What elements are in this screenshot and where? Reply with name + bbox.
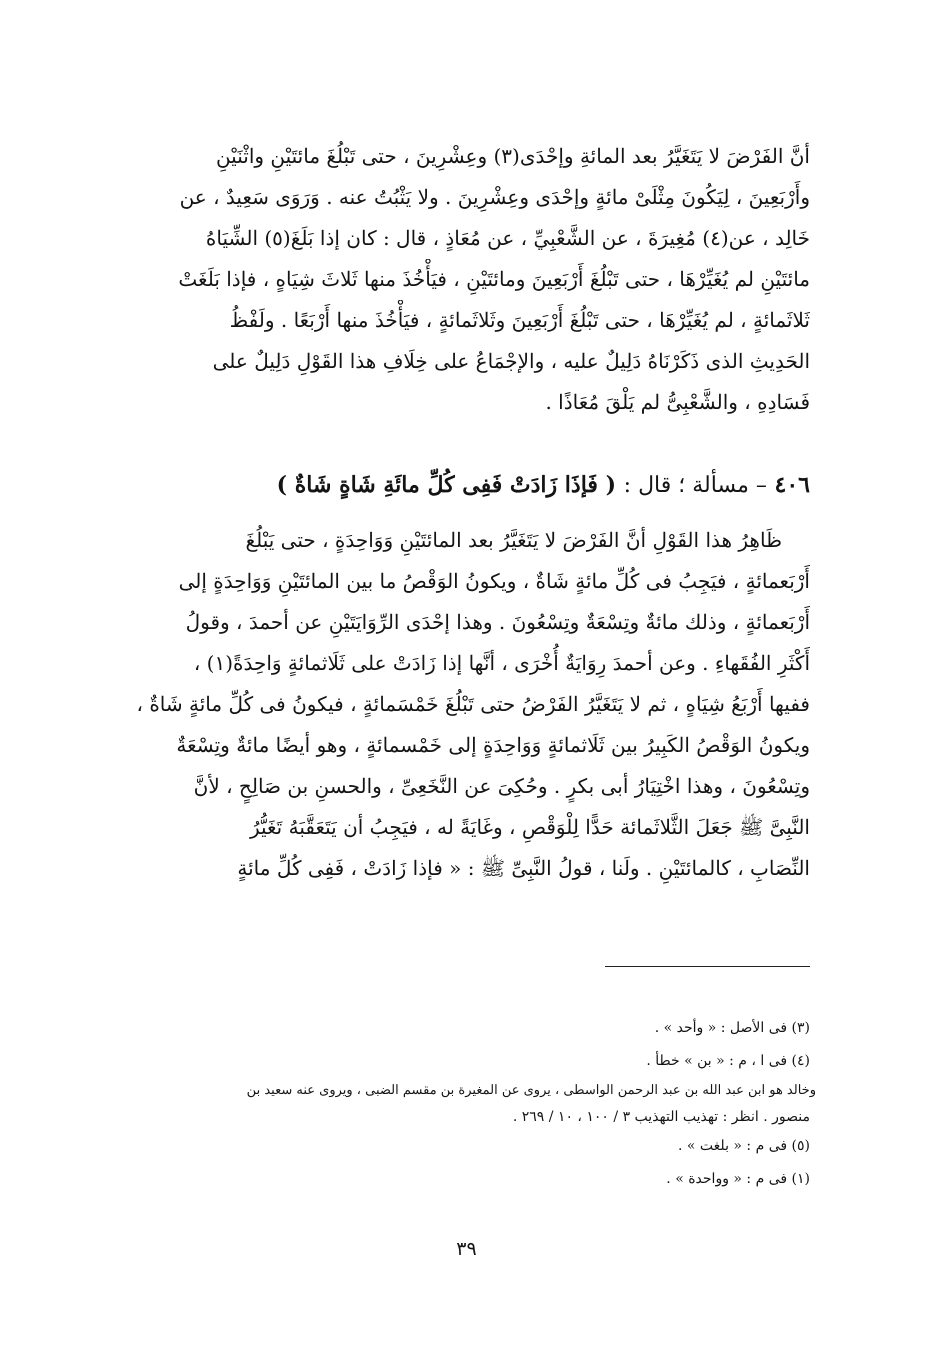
text-line: وأَرْبَعِينَ ، لِيَكُونَ مِثْلَىْ مائةٍ وإحْدَى وعِشْرِينَ . ولا يَثْبُتُ عنه . وَرَوَى سَعِيدٌ ، عن — [179, 185, 810, 209]
text-line: مائتَيْنِ لم يُغَيِّرْهَا ، حتى تَبْلُغَ أَرْبَعِينَ ومائتَيْنِ ، فيَأْخُذَ منها ثَلاثَ شِيَاهٍ ، فإذا بَلَغَتْ — [178, 267, 810, 291]
issue-number: ٤٠٦ — [774, 472, 810, 498]
footnote-detail: وخالد هو ابن عبد الله بن عبد الرحمن الواسطى ، يروى عن المغيرة بن مقسم الضبى ، ويروى عنه سعيد بن — [246, 1083, 816, 1098]
text-line: وتِسْعُونَ ، وهذا اخْتِيَارُ أبى بكرٍ . وحُكِىَ عن النَّخَعِىِّ ، والحسنِ بن صَالِحٍ ، لأنَّ — [193, 774, 810, 798]
text-line: فَسَادِهِ ، والشَّعْبِىُّ لم يَلْقَ مُعَاذًا . — [545, 390, 810, 414]
text-line: أَرْبَعمائةٍ ، فيَجِبُ فى كُلِّ مائةٍ شَاةٌ ، ويكونُ الوَقْصُ ما بين المائتَيْنِ وَوَاحِدَةٍ إلى — [178, 569, 810, 593]
text-line: النَّبِىَّ ﷺ جَعَلَ الثَّلاثَمائة حَدًّا لِلْوَقْصِ ، وغَايَةً له ، فيَجِبُ أن يَتَعَقَّبَهُ تَغَيُّرُ — [249, 815, 810, 839]
footnote: (٣) فى الأصل : « وأحد » . — [654, 1020, 810, 1036]
text-line: أَرْبَعمائةٍ ، وذلك مائةٌ وتِسْعَةٌ وتِسْعُونَ . وهذا إحْدَى الرِّوَايَتَيْنِ عن أحمدَ ، وقولُ — [185, 610, 810, 634]
footnote-divider — [605, 966, 810, 967]
footnote: (٤) فى ا ، م : « بن » خطأ . — [646, 1053, 810, 1069]
text-line: النِّصَابِ ، كالمائتَيْنِ . ولَنا ، قولُ النَّبِىِّ ﷺ : « فإذا زَادَتْ ، فَفِى كُلِّ مائةٍ — [237, 856, 810, 880]
section-heading — [115, 462, 810, 508]
text-line: أَكْثَرِ الفُقَهاءِ . وعن أحمدَ رِوَايَةٌ أُخْرَى ، أنَّها إذا زَادَتْ على ثَلَاثمائةٍ وَاحِدَةً(١) ، — [193, 651, 810, 675]
page-number: ٣٩ — [456, 1238, 477, 1260]
text-line: ويكونُ الوَقْصُ الكَبِيرُ بين ثَلَاثمائةٍ وَوَاحِدَةٍ إلى خَمْسمائةٍ ، وهو أيضًا مائةٌ وتِسْعَةٌ — [176, 733, 810, 757]
paragraph-continuation — [115, 136, 810, 423]
issue-label: – مسألة ؛ قال : — [623, 473, 767, 498]
text-line: ظَاهِرُ هذا القَوْلِ أنَّ الفَرْضَ لا يَتَغَيَّرُ بعد المائتَيْنِ وَوَاحِدَةٍ ، حتى يَبْلُغَ — [245, 528, 782, 552]
issue-quote: ( فَإذَا زَادَتْ فَفِى كُلِّ مائَةِ شَاةٍ شَاةٌ ) — [276, 472, 616, 498]
text-line: الحَدِيثِ الذى ذَكَرْنَاهُ دَلِيلٌ عليه ، والإجْمَاعُ على خِلَافِ هذا القَوْلِ دَلِيلٌ على — [212, 349, 810, 373]
footnote-detail: منصور . انظر : تهذيب التهذيب ٣ / ١٠٠ ، ١٠ / ٢٦٩ . — [512, 1109, 810, 1125]
footnotes — [115, 1012, 816, 1196]
text-line: ثَلاثَمائةٍ ، لم يُغَيِّرْهَا ، حتى تَبْلُغَ أَرْبَعِينَ وثَلاثَمائةٍ ، فيَأْخُذَ منها أَرْبَعًا . ولَفْظُ — [229, 308, 810, 332]
footnote: (٥) فى م : « بلغت » . — [678, 1138, 810, 1154]
footnote: (١) فى م : « وواحدة » . — [666, 1171, 810, 1187]
paragraph-commentary — [115, 520, 810, 889]
text-line: ففيها أَرْبَعُ شِيَاهٍ ، ثم لا يَتَغَيَّرُ الفَرْضُ حتى تَبْلُغَ خَمْسَمائةٍ ، فيكونُ فى كُلِّ مائةٍ شَاةٌ ، — [136, 692, 810, 716]
text-line: أنَّ الفَرْضَ لا يَتَغَيَّرُ بعد المائةِ وإحْدَى(٣) وعِشْرِينَ ، حتى تَبْلُغَ مائتَيْنِ واثْنَيْنِ — [215, 144, 810, 168]
text-line: خَالِد ، عن(٤) مُغِيرَةَ ، عن الشَّعْبِيِّ ، عن مُعَاذٍ ، قال : كان إذا بَلَغَ(٥) الشِّيَاهُ — [205, 226, 810, 250]
